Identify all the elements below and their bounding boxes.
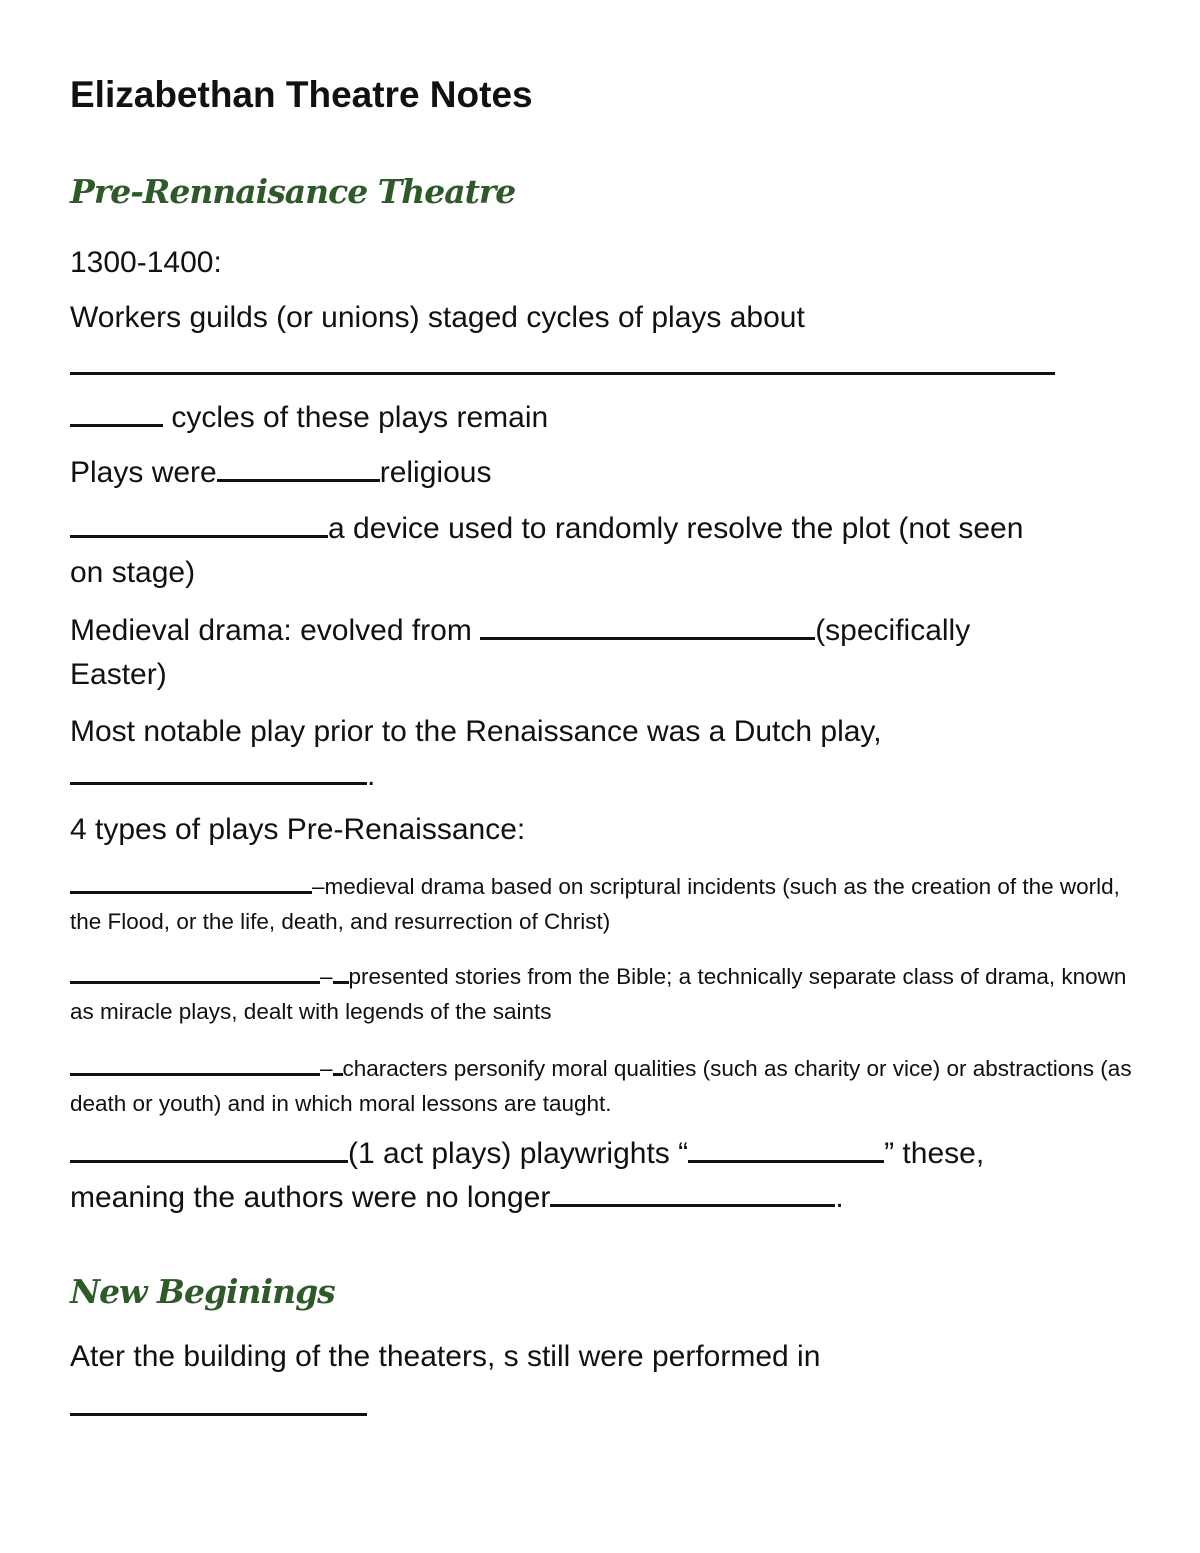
answer-blank-performed [70,1413,367,1416]
type4-period: . [835,1181,844,1214]
play-type-2 [70,959,1135,1029]
play-type-3 [70,1051,1135,1121]
type4-text1: (1 act plays) playwrights “ [348,1137,689,1170]
play-type-1 [70,869,1135,939]
answer-blank-type3 [70,1072,320,1076]
type3-definition: characters personify moral qualities (such as charity or vice) or abstractions (as death or youth) and in which moral lessons are taught. [70,1056,1132,1116]
notable-period: . [367,759,376,792]
cycles-line [70,396,548,440]
section-heading-pre-renaissance: Pre-Rennaisance Theatre [70,172,516,211]
medieval-prefix: Medieval drama: evolved from [70,614,472,647]
device-paragraph [70,507,1130,595]
cycles-text: cycles of these plays remain [171,401,549,434]
new-beginings-text: Ater the building of the theaters, s still were performed in [70,1340,821,1373]
type2-definition: presented stories from the Bible; a technically separate class of drama, known as miracle plays, dealt with legends of the saints [70,964,1127,1024]
notable-text: Most notable play prior to the Renaissance was a Dutch play, [70,715,882,748]
type3-short-blank [333,1072,343,1076]
medieval-line2: Easter) [70,658,167,691]
answer-blank-device [70,534,328,538]
types-intro: 4 types of plays Pre-Renaissance: [70,813,526,846]
device-line1: a device used to randomly resolve the plot (not seen [328,512,1024,545]
medieval-suffix: (specifically [815,614,971,647]
answer-blank-type4 [70,1159,348,1163]
type1-definition: medieval drama based on scriptural incidents (such as the creation of the world, the Flood, or the life, death, and resurrection of Christ) [70,874,1120,934]
type2-short-blank [333,980,349,984]
answer-blank-authors [550,1203,835,1207]
plays-were-line [70,451,491,495]
plays-were-prefix: Plays were [70,456,217,489]
medieval-paragraph [70,609,1130,697]
type4-text2: ” these, [884,1137,985,1170]
answer-blank-type1 [70,890,312,894]
date-range: 1300-1400: [70,246,222,279]
type1-dash: – [312,874,325,899]
answer-blank-notable [70,781,367,785]
notable-paragraph [70,710,1130,798]
answer-blank-guilds [70,372,1055,375]
type3-dash: – [320,1056,333,1081]
answer-blank-type2 [70,980,320,984]
type4-line2: meaning the authors were no longer [70,1181,551,1214]
device-line2: on stage) [70,556,196,589]
plays-were-suffix: religious [379,456,492,489]
type2-dash: – [320,964,333,989]
page-title: Elizabethan Theatre Notes [70,74,533,115]
section-heading-new-beginings: New Beginings [70,1272,335,1311]
answer-blank-medieval [480,636,815,640]
answer-blank-cycles [70,423,163,427]
play-type-4 [70,1132,1130,1220]
answer-blank-playwrights [688,1159,884,1163]
answer-blank-plays-were [217,478,380,482]
guilds-text: Workers guilds (or unions) staged cycles of plays about [70,301,805,334]
